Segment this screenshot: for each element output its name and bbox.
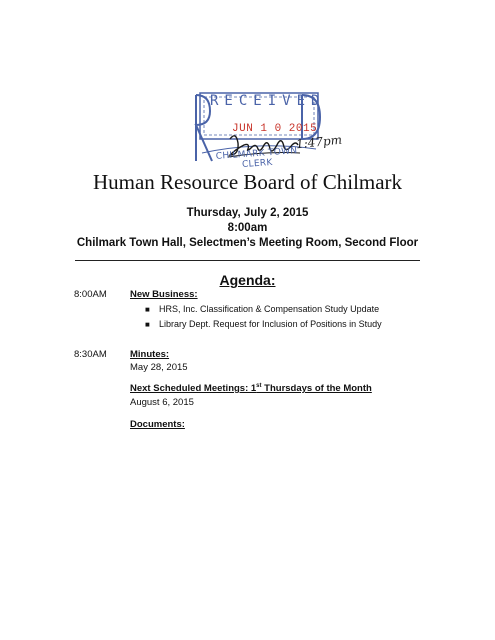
documents-heading: Documents: xyxy=(130,419,185,430)
document-title: Human Resource Board of Chilmark xyxy=(92,170,403,194)
minutes-date: May 28, 2015 xyxy=(130,362,188,373)
divider xyxy=(75,260,420,261)
list-item: ■ Library Dept. Request for Inclusion of Positions in Study xyxy=(145,317,382,332)
meeting-location: Chilmark Town Hall, Selectmen’s Meeting Room, Second Floor xyxy=(76,237,419,249)
bullet-icon: ■ xyxy=(145,320,150,329)
received-stamp xyxy=(192,91,343,171)
agenda-time: 8:00AM xyxy=(74,289,107,300)
new-business-heading: New Business: xyxy=(130,289,198,300)
meeting-time: 8:00am xyxy=(227,222,268,234)
next-meetings-heading: Next Scheduled Meetings: 1st Thursdays of the Month xyxy=(130,383,372,395)
agenda-heading: Agenda: xyxy=(219,272,276,288)
stamp-date: JUN 1 0 2015 xyxy=(232,123,318,135)
next-meeting-date: August 6, 2015 xyxy=(130,397,194,408)
handwritten-time: 1:47pm xyxy=(295,132,343,152)
meeting-date: Thursday, July 2, 2015 xyxy=(186,207,309,219)
new-business-list xyxy=(145,302,382,332)
stamp-received-label: RECEIVED xyxy=(210,93,326,109)
bullet-icon: ■ xyxy=(145,305,150,314)
stamp-office: CHILMARK TOWN CLERK xyxy=(215,146,298,171)
agenda-time: 8:30AM xyxy=(74,349,107,360)
list-item: ■ HRS, Inc. Classification & Compensation Study Update xyxy=(145,302,382,317)
minutes-heading: Minutes: xyxy=(130,349,170,360)
